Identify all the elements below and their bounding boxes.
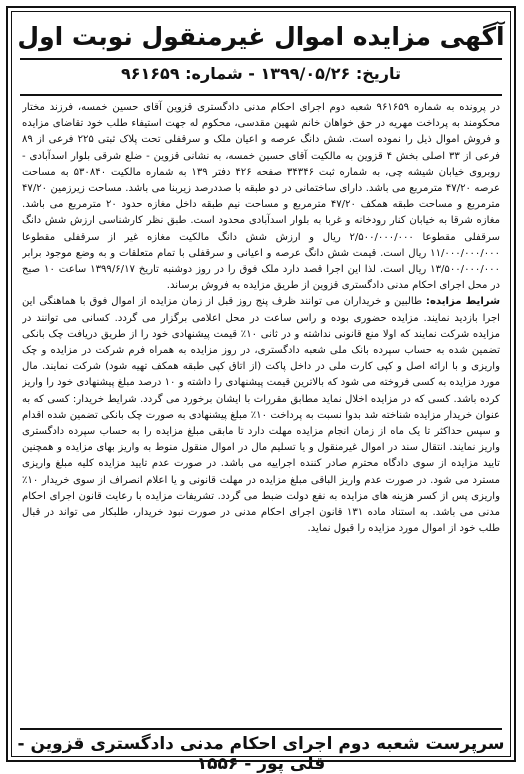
notice-body-paragraph: در پرونده به شماره ۹۶۱۶۵۹ شعبه دوم اجرای احکام مدنی دادگستری قزوین آقای حسین خمسه، فرزند مختار محکومند به پرداخت مهریه در حق خواهان خانم شهین مقدسی، محکوم له جهت استیفاء طلب خود تقاضای مزایده و فروش اموال ذیل را نموده است. شش دانگ عرصه و اعیان ملک و سرقفلی تحت پلاک ثبتی ۲۲۵ فرعی از ۸۹ فرعی از ۳۳ اصلی بخش ۴ قزوین به مالکیت آقای حسین خمسه، به نشانی قزوین - ضلع شرقی بلوار اسدآبادی - روبروی خیابان شیشه چی، به شماره ثبت ۳۴۳۴۶ صفحه ۴۲۶ دفتر ۱۳۹ به شماره مالکیت ۵۳۰۸۴۰ به مساحت عرصه ۴۷/۲۰ مترمربع می باشد. دارای ساختمانی در دو طبقه با صددرصد زیربنا می باشد. مساحت زیرزمین ۴۷/۲۰ مترمربع و مساحت طبقه همکف ۴۷/۲۰ مترمربع و مساحت نیم طبقه داخل مغازه حدود ۲۰ مترمربع می باشد. مغازه شرقا به خیابان کنار رودخانه و غربا به بلوار اسدآبادی محدود است. طبق نظر کارشناسی ارزش شش دانگ سرقفلی مقطوعا ۲/۵۰۰/۰۰۰/۰۰۰ ریال و ارزش شش دانگ مالکیت مغازه غیر از سرقفلی مقطوعا ۱۱/۰۰۰/۰۰۰/۰۰۰ ریال است. قیمت شش دانگ عرصه و اعیانی و سرقفلی با تمام متعلقات و به وضع موجود برابر ۱۳/۵۰۰/۰۰۰/۰۰۰ ریال است. لذا این اجرا قصد دارد ملک فوق را در روز دوشنبه تاریخ ۱۳۹۹/۶/۱۷ ساعت ۱۰ صبح در محل اجرای احکام مدنی دادگستری قزوین از طریق مزایده به فروش برساند. (22, 102, 500, 292)
title-divider (20, 58, 502, 60)
notice-conditions (22, 294, 500, 537)
notice-date-number: تاریخ: ۱۳۹۹/۰۵/۲۶ - شماره: ۹۶۱۶۵۹ (120, 64, 401, 83)
notice-body (22, 100, 500, 724)
footer-divider (20, 728, 502, 730)
subtitle-divider (20, 94, 502, 96)
notice-title: آگهی مزایده اموال غیرمنقول نوبت اول (17, 22, 505, 51)
notice-inner-border (11, 11, 511, 774)
notice-footer-signature: سرپرست شعبه دوم اجرای احکام مدنی دادگستری قزوین - قلی پور - ۱۵۵۶ (17, 734, 505, 774)
notice-frame (6, 6, 516, 774)
conditions-label: شرایط مزایده: (425, 296, 500, 308)
conditions-text: طالبین و خریداران می توانند ظرف پنج روز قبل از زمان مزایده از اموال فوق با هماهنگی این اجرا بازدید نمایند. مزایده حضوری بوده و راس ساعت در محل اعلامی برگزار می گردد. کسانی می توانند در مزایده شرکت نمایند که اولا منع قانونی نداشته و در ثانی ۱۰٪ قیمت پیشنهادی خود را از طریق دریافت چک بانکی تضمین شده به حساب سپرده بانک ملی شعبه دادگستری، در روز مزایده به همراه فرم شرکت در مزایده و چک واریزی و با ارائه اصل و کپی کارت ملی در داخل پاکت (از اتاق کپی طبقه همکف تهیه شود) شرکت نمایند. مال مورد مزایده به کسی فروخته می شود که بالاترین قیمت پیشنهادی را داشته و ۱۰ درصد مبلغ پیشنهادی خود را واریز کرده باشد. کسی که در مزایده اخلال نماید مطابق مقررات با ایشان برخورد می گردد. شرایط خریدار: کسی که به عنوان خریدار مزایده شناخته شد بدوا نسبت به پرداخت ۱۰٪ مبلغ پیشنهادی به صورت چک بانکی تضمین شده اقدام و سپس حداکثر تا یک ماه از زمان انجام مزایده مهلت دارد تا مابقی مبلغ مزایده را به حساب سپرده دادگستری واریز نمایند. انتقال سند در اموال غیرمنقول و یا تسلیم مال در اموال منقول منوط به واریز بهای مزایده و همچنین تایید مزایده از سوی دادگاه محترم صادر کننده اجراییه می باشد. در صورت عدم تایید مزایده کلیه مبلغ واریزی مسترد می شود. در صورت عدم واریز الباقی مبلغ مزایده در مهلت قانونی و یا اعلام انصراف از سوی خریدار ۱۰٪ واریزی پس از کسر هزینه های مزایده به نفع دولت ضبط می گردد. تشریفات مزایده با رعایت قانون اجرای احکام مدنی می باشد. به استناد ماده ۱۳۱ قانون اجرای احکام مدنی در صورت نبود خریدار، طلبکار می تواند در قبال طلب خود از اموال مورد مزایده را قبول نماید. (22, 296, 500, 535)
